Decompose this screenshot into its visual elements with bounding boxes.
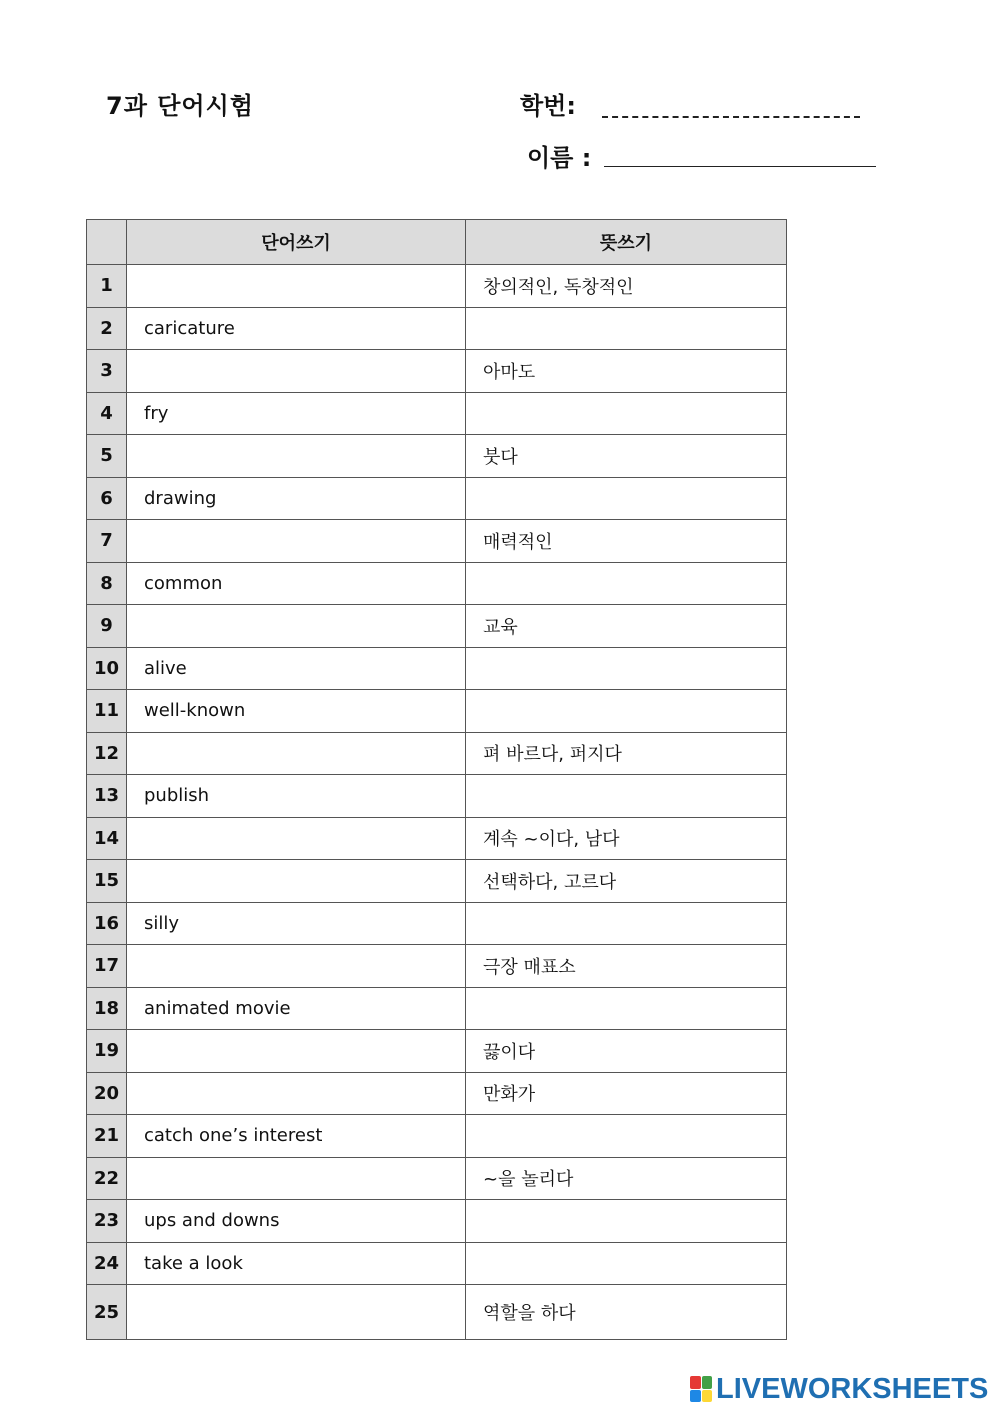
- meaning-cell[interactable]: [466, 1200, 787, 1243]
- meaning-cell: 붓다: [466, 435, 787, 478]
- meaning-cell[interactable]: [466, 902, 787, 945]
- table-row: [87, 1030, 787, 1073]
- word-cell[interactable]: [127, 817, 466, 860]
- table-row: [87, 817, 787, 860]
- row-number: 1: [87, 265, 127, 308]
- table-row: [87, 1072, 787, 1115]
- word-cell: well-known: [127, 690, 466, 733]
- meaning-cell[interactable]: [466, 307, 787, 350]
- table-row: [87, 392, 787, 435]
- meaning-cell: 아마도: [466, 350, 787, 393]
- meaning-cell[interactable]: [466, 775, 787, 818]
- word-cell[interactable]: [127, 605, 466, 648]
- logo-square: [702, 1390, 713, 1403]
- brand-mark-icon: [690, 1376, 712, 1402]
- row-number: 9: [87, 605, 127, 648]
- meaning-cell: 극장 매표소: [466, 945, 787, 988]
- meaning-cell[interactable]: [466, 647, 787, 690]
- meaning-cell: 계속 ~이다, 남다: [466, 817, 787, 860]
- meaning-cell: 만화가: [466, 1072, 787, 1115]
- meaning-cell[interactable]: [466, 562, 787, 605]
- table-row: [87, 647, 787, 690]
- row-number: 7: [87, 520, 127, 563]
- word-cell[interactable]: [127, 1072, 466, 1115]
- row-number: 10: [87, 647, 127, 690]
- word-cell: publish: [127, 775, 466, 818]
- row-number: 25: [87, 1285, 127, 1340]
- page-title: 7과 단어시험: [106, 92, 254, 120]
- table-row: [87, 307, 787, 350]
- meaning-cell: 교육: [466, 605, 787, 648]
- row-number: 14: [87, 817, 127, 860]
- meaning-cell: 창의적인, 독창적인: [466, 265, 787, 308]
- word-cell[interactable]: [127, 1157, 466, 1200]
- name-label: 이름 :: [527, 144, 592, 172]
- meaning-cell: 끓이다: [466, 1030, 787, 1073]
- meaning-cell: ~을 놀리다: [466, 1157, 787, 1200]
- word-cell: silly: [127, 902, 466, 945]
- row-number: 17: [87, 945, 127, 988]
- word-cell: animated movie: [127, 987, 466, 1030]
- word-cell[interactable]: [127, 265, 466, 308]
- word-cell[interactable]: [127, 945, 466, 988]
- word-cell: alive: [127, 647, 466, 690]
- meaning-cell: 매력적인: [466, 520, 787, 563]
- table-row: [87, 1157, 787, 1200]
- row-number: 2: [87, 307, 127, 350]
- table-row: [87, 987, 787, 1030]
- word-cell: fry: [127, 392, 466, 435]
- table-row: [87, 945, 787, 988]
- row-number: 18: [87, 987, 127, 1030]
- table-row: [87, 435, 787, 478]
- table-header-row: [87, 220, 787, 265]
- student-id-field[interactable]: [602, 116, 860, 118]
- table-row: [87, 1285, 787, 1340]
- meaning-cell[interactable]: [466, 392, 787, 435]
- name-field[interactable]: [604, 166, 876, 167]
- liveworksheets-logo: [690, 1373, 988, 1405]
- row-number: 11: [87, 690, 127, 733]
- meaning-cell[interactable]: [466, 477, 787, 520]
- table-row: [87, 562, 787, 605]
- row-number: 6: [87, 477, 127, 520]
- row-number: 20: [87, 1072, 127, 1115]
- word-cell: drawing: [127, 477, 466, 520]
- meaning-cell: 역할을 하다: [466, 1285, 787, 1340]
- row-number: 23: [87, 1200, 127, 1243]
- word-cell: common: [127, 562, 466, 605]
- table-row: [87, 605, 787, 648]
- word-cell: catch one’s interest: [127, 1115, 466, 1158]
- vocabulary-table: [86, 219, 787, 1340]
- row-number: 3: [87, 350, 127, 393]
- logo-square: [702, 1376, 713, 1389]
- word-cell[interactable]: [127, 435, 466, 478]
- logo-square: [690, 1376, 701, 1389]
- header-number: [87, 220, 127, 265]
- table-row: [87, 775, 787, 818]
- meaning-cell[interactable]: [466, 987, 787, 1030]
- word-cell: caricature: [127, 307, 466, 350]
- meaning-cell: 선택하다, 고르다: [466, 860, 787, 903]
- logo-square: [690, 1390, 701, 1403]
- table-row: [87, 1200, 787, 1243]
- meaning-cell: 펴 바르다, 퍼지다: [466, 732, 787, 775]
- table-row: [87, 690, 787, 733]
- word-cell[interactable]: [127, 1030, 466, 1073]
- meaning-cell[interactable]: [466, 690, 787, 733]
- word-cell[interactable]: [127, 350, 466, 393]
- row-number: 21: [87, 1115, 127, 1158]
- row-number: 19: [87, 1030, 127, 1073]
- row-number: 4: [87, 392, 127, 435]
- word-cell: ups and downs: [127, 1200, 466, 1243]
- table-row: [87, 860, 787, 903]
- brand-name: LIVEWORKSHEETS: [716, 1372, 989, 1405]
- row-number: 13: [87, 775, 127, 818]
- table-row: [87, 520, 787, 563]
- row-number: 16: [87, 902, 127, 945]
- header-meaning-writing: 뜻쓰기: [466, 220, 787, 265]
- word-cell[interactable]: [127, 520, 466, 563]
- row-number: 24: [87, 1242, 127, 1285]
- table-row: [87, 902, 787, 945]
- row-number: 22: [87, 1157, 127, 1200]
- row-number: 8: [87, 562, 127, 605]
- word-cell: take a look: [127, 1242, 466, 1285]
- table-row: [87, 1115, 787, 1158]
- student-id-label: 학번:: [520, 92, 576, 120]
- word-cell[interactable]: [127, 860, 466, 903]
- header-word-writing: 단어쓰기: [127, 220, 466, 265]
- word-cell[interactable]: [127, 1285, 466, 1340]
- table-row: [87, 350, 787, 393]
- word-cell[interactable]: [127, 732, 466, 775]
- row-number: 15: [87, 860, 127, 903]
- meaning-cell[interactable]: [466, 1115, 787, 1158]
- table-row: [87, 265, 787, 308]
- table-row: [87, 477, 787, 520]
- row-number: 12: [87, 732, 127, 775]
- row-number: 5: [87, 435, 127, 478]
- table-row: [87, 732, 787, 775]
- meaning-cell[interactable]: [466, 1242, 787, 1285]
- table-row: [87, 1242, 787, 1285]
